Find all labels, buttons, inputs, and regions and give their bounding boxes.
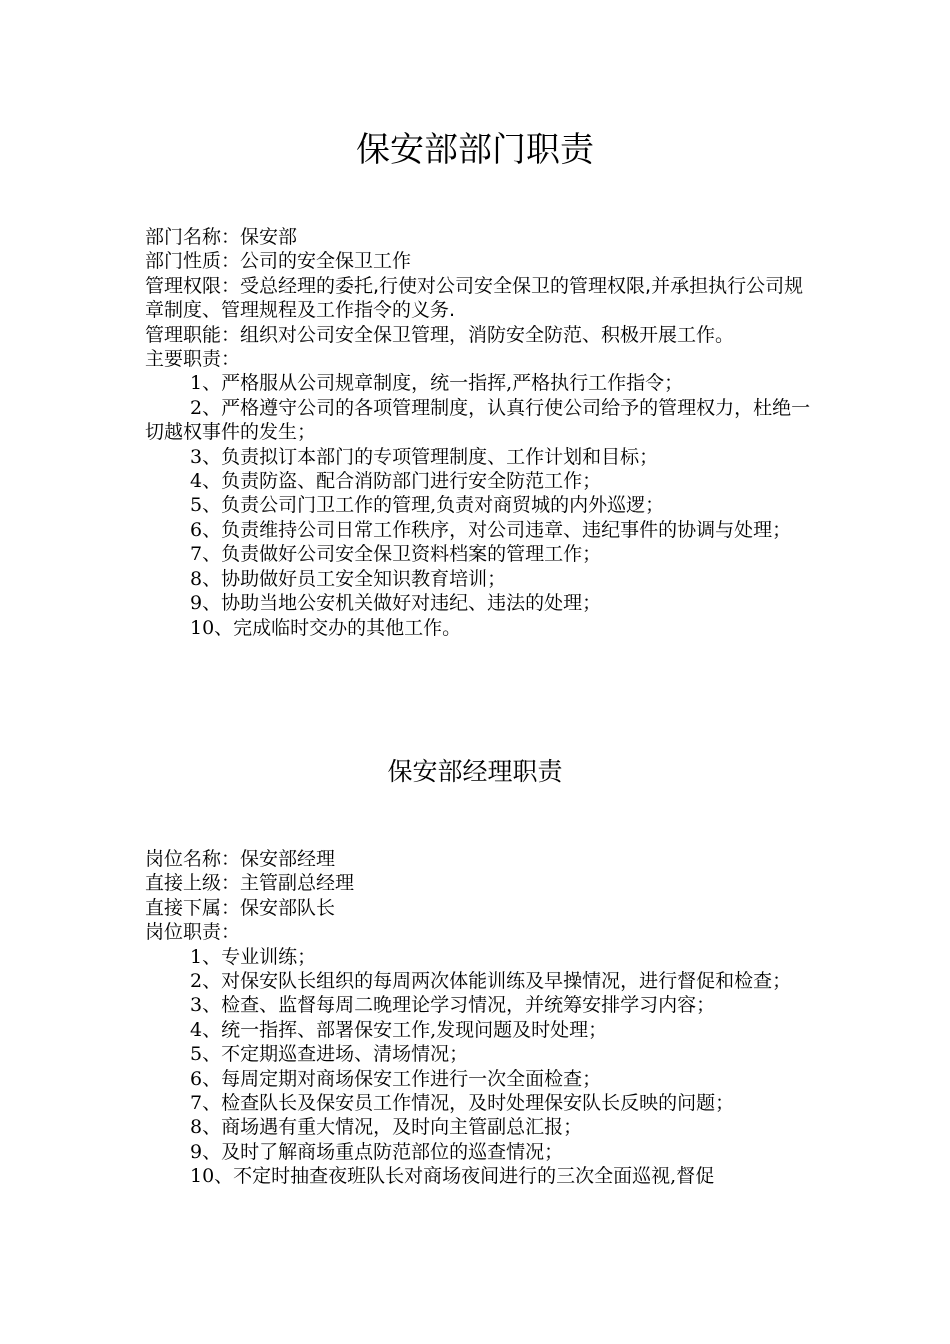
duty-item: 4、负责防盗、配合消防部门进行安全防范工作； [190,470,602,493]
dept-name-label: 部门名称： [145,226,241,248]
post-duty-item: 6、每周定期对商场保安工作进行一次全面检查； [190,1067,602,1090]
post-duty-item: 5、不定期巡查进场、清场情况； [190,1043,469,1066]
post-name-label: 岗位名称： [145,848,241,870]
department-info-section [145,225,815,640]
authority-line [145,274,815,323]
function-label: 管理职能： [145,323,241,346]
superior-value: 主管副总经理 [240,872,355,895]
duty-item: 10、完成临时交办的其他工作。 [190,616,462,639]
duty-item: 8、协助做好员工安全知识教育培训； [190,567,507,590]
dept-name-line [145,225,815,249]
post-name-value: 保安部经理 [240,848,336,870]
post-duties-heading: 岗位职责： [145,921,241,944]
authority-label: 管理权限： [145,274,241,297]
function-value: 组织对公司安全保卫管理，消防安全防范、积极开展工作。 [240,323,735,346]
function-line [145,323,815,347]
dept-nature-label: 部门性质： [145,250,241,273]
post-duty-item: 7、检查队长及保安员工作情况，及时处理保安队长反映的问题； [190,1092,735,1115]
duty-item: 7、负责做好公司安全保卫资料档案的管理工作； [190,543,602,566]
dept-name-value: 保安部 [240,226,298,248]
manager-duties-section [145,847,815,1189]
page-title: 保安部部门职责 [356,130,594,170]
dept-nature-line [145,249,815,273]
authority-value: 受总经理的委托,行使对公司安全保卫的管理权限,并承担执行公司规章制度、管理规程及工作指令的义务. [145,274,804,322]
post-duty-item: 9、及时了解商场重点防范部位的巡查情况； [190,1140,564,1163]
duty-item: 5、负责公司门卫工作的管理,负责对商贸城的内外巡逻； [190,494,665,517]
duty-item: 1、严格服从公司规章制度，统一指挥,严格执行工作指令； [190,372,684,395]
post-duty-item: 3、检查、监督每周二晚理论学习情况，并统筹安排学习内容； [190,994,716,1017]
subordinate-line [145,896,815,920]
post-duty-item: 10、不定时抽查夜班队长对商场夜间进行的三次全面巡视,督促 [190,1165,715,1188]
duty-item: 9、协助当地公安机关做好对违纪、违法的处理； [190,592,602,615]
section-title: 保安部经理职责 [387,757,563,786]
duty-item: 6、负责维持公司日常工作秩序，对公司违章、违纪事件的协调与处理； [190,518,792,541]
subordinate-label: 直接下属： [145,896,241,919]
post-duty-item: 8、商场遇有重大情况，及时向主管副总汇报； [190,1116,583,1139]
duties-heading: 主要职责： [145,348,241,371]
superior-line [145,871,815,895]
post-duty-item: 4、统一指挥、部署保安工作,发现问题及时处理； [190,1018,608,1041]
duty-item: 3、负责拟订本部门的专项管理制度、工作计划和目标； [190,445,659,468]
post-name-line [145,847,815,871]
post-duty-item: 2、对保安队长组织的每周两次体能训练及早操情况，进行督促和检查； [190,970,792,993]
dept-nature-value: 公司的安全保卫工作 [240,250,412,273]
subordinate-value: 保安部队长 [240,896,336,919]
duty-item: 2、严格遵守公司的各项管理制度，认真行使公司给予的管理权力，杜绝一切越权事件的发生； [145,396,811,444]
superior-label: 直接上级： [145,872,241,895]
post-duty-item: 1、专业训练； [190,945,317,968]
